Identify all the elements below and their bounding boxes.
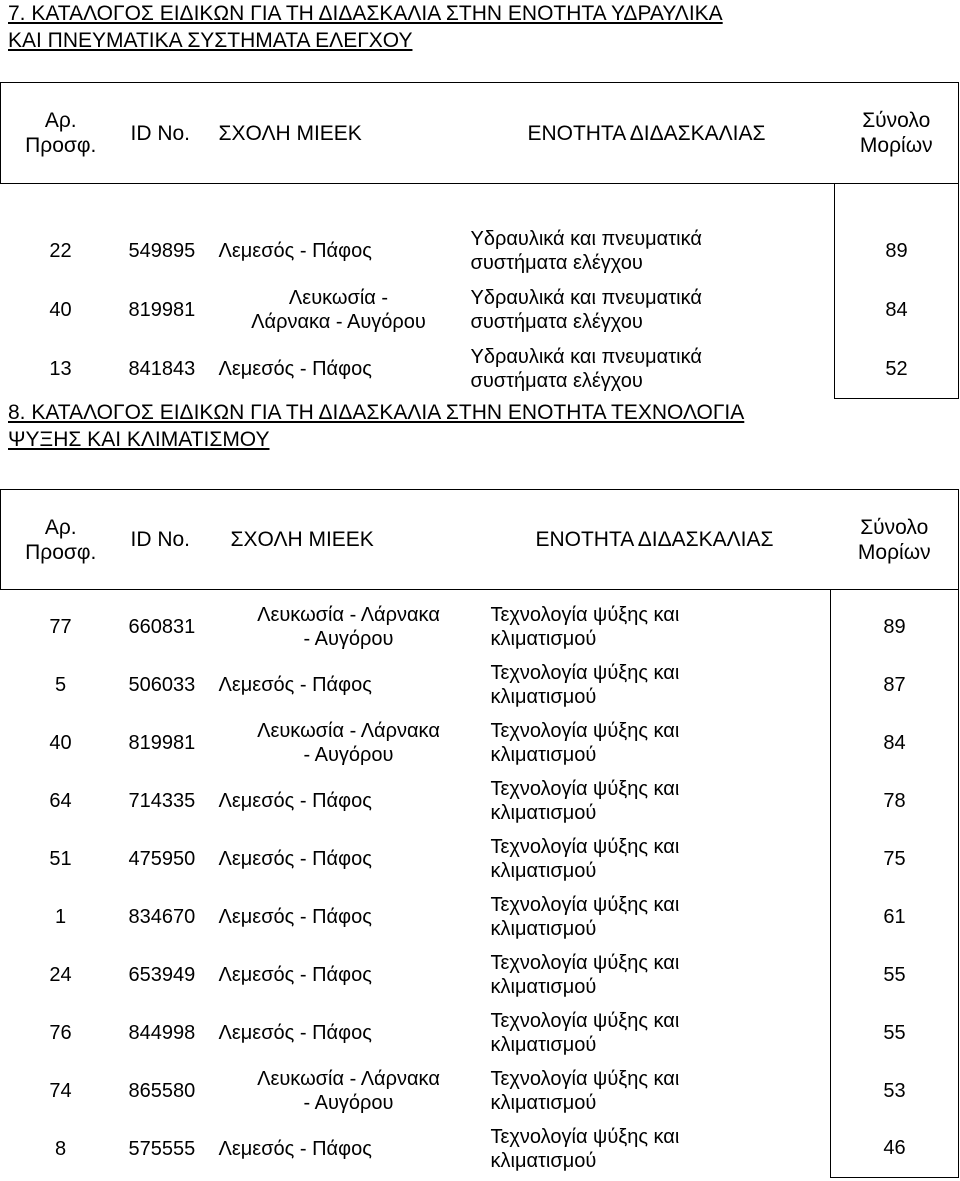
section-7-table bbox=[0, 82, 959, 399]
cell-ar: 51 bbox=[49, 847, 72, 870]
table-row bbox=[1, 222, 959, 281]
cell-unit: Τεχνολογία ψύξης και κλιματισμού bbox=[490, 661, 680, 708]
cell-unit: Τεχνολογία ψύξης και κλιματισμού bbox=[490, 835, 680, 882]
cell-school: Λεμεσός - Πάφος bbox=[218, 673, 372, 696]
header-ar: Αρ. Προσφ. bbox=[1, 83, 121, 184]
cell-id: 575555 bbox=[128, 1137, 196, 1160]
header-id: ID No. bbox=[121, 490, 219, 590]
cell-ar: 24 bbox=[49, 963, 72, 986]
table-row bbox=[1, 772, 959, 830]
cell-total: 52 bbox=[835, 340, 959, 399]
cell-ar: 74 bbox=[49, 1079, 72, 1102]
cell-total: 84 bbox=[835, 281, 959, 340]
cell-total: 61 bbox=[831, 888, 959, 946]
cell-school: Λεμεσός - Πάφος bbox=[218, 1021, 372, 1044]
header-school: ΣΧΟΛΗ ΜΙΕΕΚ bbox=[219, 490, 479, 590]
table-row bbox=[1, 946, 959, 1004]
header-unit: ΕΝΟΤΗΤΑ ΔΙΔΑΣΚΑΛΙΑΣ bbox=[479, 490, 831, 590]
cell-id: 714335 bbox=[128, 789, 196, 812]
cell-school: Λεμεσός - Πάφος bbox=[218, 1137, 372, 1160]
header-school: ΣΧΟΛΗ ΜΙΕΕΚ bbox=[219, 83, 459, 184]
table-row bbox=[1, 656, 959, 714]
table-row bbox=[1, 888, 959, 946]
cell-id: 653949 bbox=[128, 963, 196, 986]
cell-ar: 13 bbox=[49, 358, 72, 380]
table-row bbox=[1, 1062, 959, 1120]
cell-ar: 22 bbox=[49, 240, 72, 262]
cell-school: Λευκωσία - Λάρνακα - Αυγόρου bbox=[257, 603, 440, 650]
cell-ar: 40 bbox=[49, 731, 72, 754]
cell-unit: Τεχνολογία ψύξης και κλιματισμού bbox=[490, 1125, 680, 1172]
cell-ar: 40 bbox=[49, 299, 72, 321]
cell-school: Λεμεσός - Πάφος bbox=[218, 789, 372, 812]
section-7-title-line1: 7. ΚΑΤΑΛΟΓΟΣ ΕΙΔΙΚΩΝ ΓΙΑ ΤΗ ΔΙΔΑΣΚΑΛΙΑ ΣΤΗΝ ΕΝΟΤΗΤΑ ΥΔΡΑΥΛΙΚΑ bbox=[8, 2, 723, 25]
header-ar: Αρ. Προσφ. bbox=[1, 490, 121, 590]
header-row bbox=[1, 83, 959, 184]
header-total: Σύνολο Μορίων bbox=[835, 83, 959, 184]
cell-id: 834670 bbox=[128, 905, 196, 928]
cell-ar: 8 bbox=[54, 1137, 67, 1160]
header-row bbox=[1, 490, 959, 590]
cell-unit: Τεχνολογία ψύξης και κλιματισμού bbox=[490, 893, 680, 940]
table-row bbox=[1, 340, 959, 399]
cell-school: Λευκωσία - Λάρνακα - Αυγόρου bbox=[251, 287, 426, 333]
cell-unit: Τεχνολογία ψύξης και κλιματισμού bbox=[490, 1067, 680, 1114]
table-row bbox=[1, 1120, 959, 1178]
cell-ar: 64 bbox=[49, 789, 72, 812]
cell-unit: Τεχνολογία ψύξης και κλιματισμού bbox=[490, 719, 680, 766]
cell-id: 475950 bbox=[128, 847, 196, 870]
cell-id: 841843 bbox=[128, 358, 196, 380]
cell-ar: 77 bbox=[49, 615, 72, 638]
table-row bbox=[1, 1004, 959, 1062]
cell-ar: 5 bbox=[54, 673, 67, 696]
cell-school: Λευκωσία - Λάρνακα - Αυγόρου bbox=[257, 1067, 440, 1114]
table-row bbox=[1, 830, 959, 888]
cell-ar: 1 bbox=[54, 905, 67, 928]
cell-total: 46 bbox=[831, 1120, 959, 1178]
cell-id: 865580 bbox=[128, 1079, 196, 1102]
section-8-table bbox=[0, 489, 959, 1178]
section-8-title-line1: 8. ΚΑΤΑΛΟΓΟΣ ΕΙΔΙΚΩΝ ΓΙΑ ΤΗ ΔΙΔΑΣΚΑΛΙΑ ΣΤΗΝ ΕΝΟΤΗΤΑ ΤΕΧΝΟΛΟΓΙΑ bbox=[8, 401, 745, 424]
cell-unit: Τεχνολογία ψύξης και κλιματισμού bbox=[490, 603, 680, 650]
cell-ar: 76 bbox=[49, 1021, 72, 1044]
section-7-title-line2: ΚΑΙ ΠΝΕΥΜΑΤΙΚΑ ΣΥΣΤΗΜΑΤΑ ΕΛΕΓΧΟΥ bbox=[8, 29, 413, 52]
table-row bbox=[1, 598, 959, 656]
cell-school: Λευκωσία - Λάρνακα - Αυγόρου bbox=[257, 719, 440, 766]
header-id: ID No. bbox=[121, 83, 219, 184]
cell-total: 78 bbox=[831, 772, 959, 830]
header-total: Σύνολο Μορίων bbox=[831, 490, 959, 590]
cell-id: 819981 bbox=[128, 731, 196, 754]
cell-total: 55 bbox=[831, 946, 959, 1004]
table-row bbox=[1, 714, 959, 772]
section-8-title-line2: ΨΥΞΗΣ ΚΑΙ ΚΛΙΜΑΤΙΣΜΟΥ bbox=[8, 428, 270, 451]
cell-school: Λεμεσός - Πάφος bbox=[218, 963, 372, 986]
cell-school: Λεμεσός - Πάφος bbox=[218, 240, 372, 262]
cell-unit: Τεχνολογία ψύξης και κλιματισμού bbox=[490, 951, 680, 998]
table-row bbox=[1, 281, 959, 340]
cell-unit: Τεχνολογία ψύξης και κλιματισμού bbox=[490, 777, 680, 824]
cell-total: 89 bbox=[831, 598, 959, 656]
cell-school: Λεμεσός - Πάφος bbox=[218, 847, 372, 870]
cell-unit: Υδραυλικά και πνευματικά συστήματα ελέγχου bbox=[470, 287, 702, 333]
cell-id: 819981 bbox=[128, 299, 196, 321]
cell-school: Λεμεσός - Πάφος bbox=[218, 905, 372, 928]
cell-unit: Υδραυλικά και πνευματικά συστήματα ελέγχου bbox=[470, 346, 702, 392]
cell-total: 53 bbox=[831, 1062, 959, 1120]
cell-unit: Τεχνολογία ψύξης και κλιματισμού bbox=[490, 1009, 680, 1056]
section-7-title bbox=[8, 0, 948, 54]
header-unit: ΕΝΟΤΗΤΑ ΔΙΔΑΣΚΑΛΙΑΣ bbox=[459, 83, 835, 184]
cell-id: 506033 bbox=[128, 673, 196, 696]
cell-total: 87 bbox=[831, 656, 959, 714]
cell-id: 660831 bbox=[128, 615, 196, 638]
cell-total: 55 bbox=[831, 1004, 959, 1062]
cell-unit: Υδραυλικά και πνευματικά συστήματα ελέγχου bbox=[470, 228, 702, 274]
cell-total: 89 bbox=[835, 222, 959, 281]
cell-id: 844998 bbox=[128, 1021, 196, 1044]
section-8-title bbox=[8, 399, 948, 453]
cell-school: Λεμεσός - Πάφος bbox=[218, 358, 372, 380]
cell-id: 549895 bbox=[128, 240, 196, 262]
cell-total: 75 bbox=[831, 830, 959, 888]
cell-total: 84 bbox=[831, 714, 959, 772]
